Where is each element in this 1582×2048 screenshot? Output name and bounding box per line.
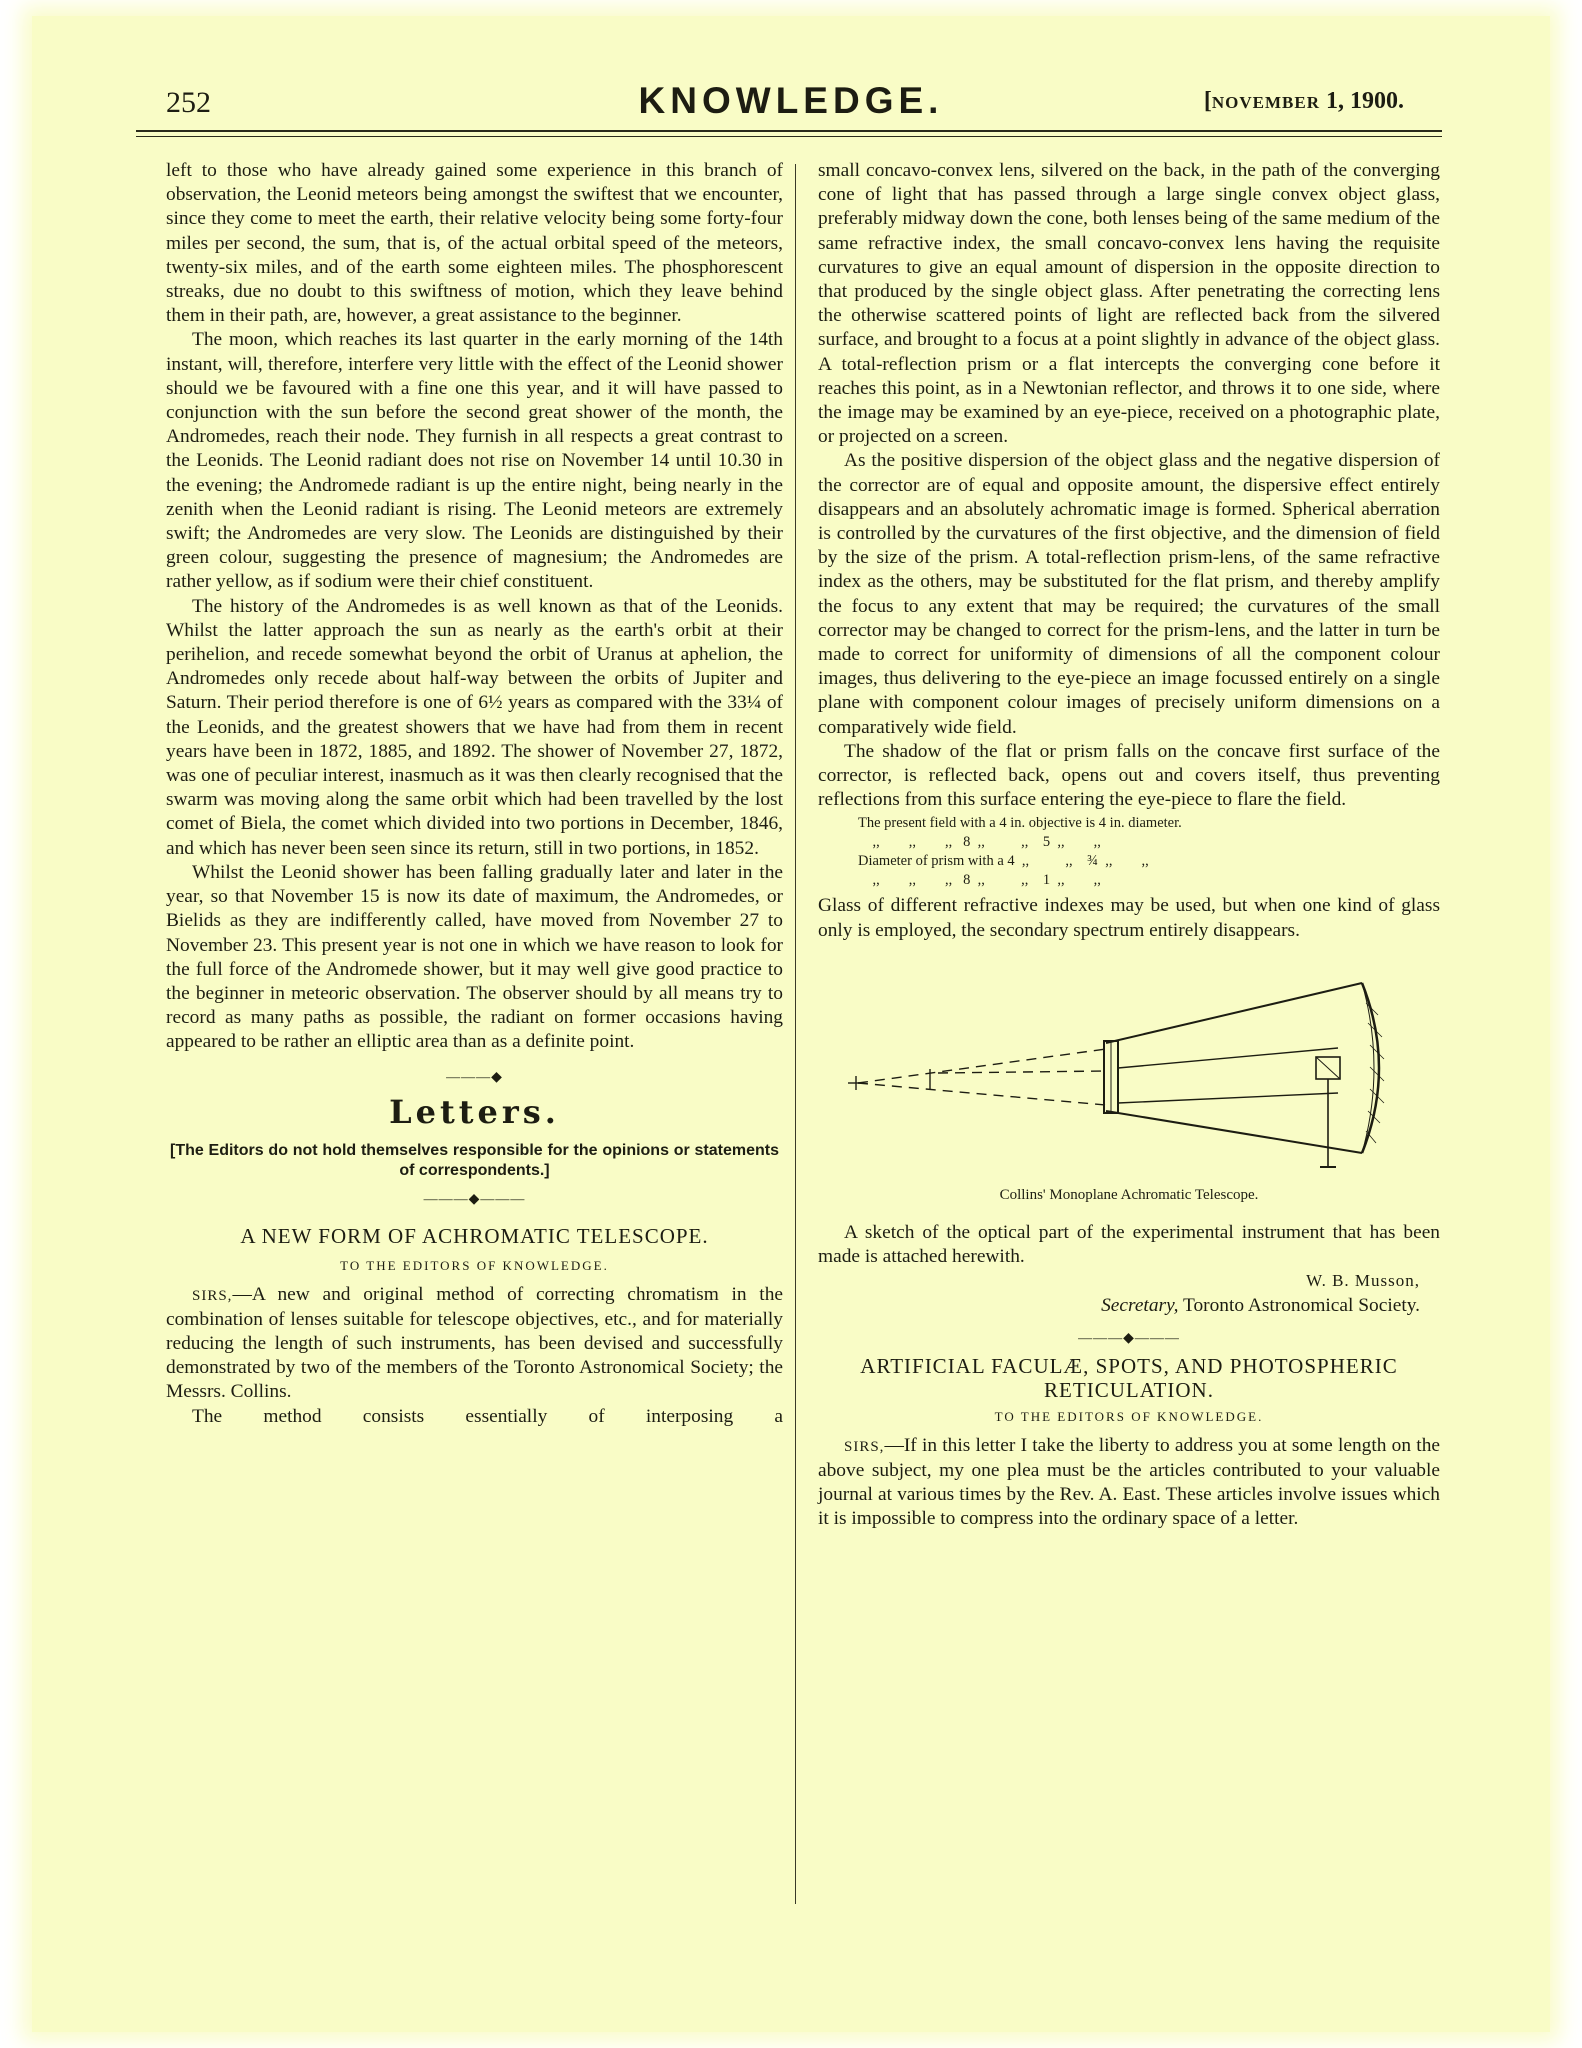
- column-divider: [795, 164, 796, 1904]
- letter-paragraph: SIRS,—If in this letter I take the liberty to address you at some length on the above subject, my one plea must be the articles contributed to your valuable journal at various times by the Rev. A. East. These articles involve issues which it is impossible to compress into the ordinary space of a letter.: [818, 1434, 1440, 1530]
- editors-disclaimer: [The Editors do not hold themselves responsible for the opinions or statements of correspondents.]: [170, 1141, 779, 1179]
- header-rule: [136, 130, 1442, 132]
- addressee-line: TO THE EDITORS OF KNOWLEDGE.: [994, 1408, 1264, 1424]
- object-glass-inner: [1362, 983, 1374, 1153]
- ornament-divider: ———◆———: [1078, 1330, 1180, 1346]
- letter-paragraph: The method consists essentially of interposing a: [192, 1405, 783, 1427]
- telescope-diagram-svg: [818, 953, 1440, 1183]
- table-row: ,, ,, ,, 8 ,, ,, 1 ,, ,,: [858, 872, 1101, 889]
- figure-caption: Collins' Monoplane Achromatic Telescope.: [999, 1186, 1259, 1203]
- addressee-line: TO THE EDITORS OF KNOWLEDGE.: [340, 1257, 609, 1273]
- salutation: SIRS,: [192, 1287, 233, 1304]
- right-column: [818, 159, 1440, 1532]
- left-column: [166, 159, 783, 1429]
- table-row: ,, ,, ,, 8 ,, ,, 5 ,, ,,: [858, 834, 1101, 851]
- issue-month: NOVEMBER: [1211, 93, 1320, 112]
- paragraph: The shadow of the flat or prism falls on the concave first surface of the corrector, is reflected back, opens out and covers itself, thus preventing reflections from this surface entering the eye-piece to flare the field.: [818, 740, 1440, 811]
- field-dimensions-table: [858, 814, 1440, 890]
- tube-lower-edge: [1106, 1111, 1362, 1153]
- signature-name: W. B. Musson,: [1306, 1271, 1420, 1291]
- paragraph: As the positive dispersion of the object glass and the negative dispersion of the corrector are of equal and opposite amount, the dispersive effect entirely disappears and an absolutely achromatic image is formed. Spherical aberration is controlled by the curvatures of the first objective, and the dimension of field by the size of the prism. A total-reflection prism-lens, of the same refractive index as the others, may be substituted for the flat prism, and thereby amplify the focus to any extent that may be required; the curvatures of the small corrector may be changed to correct for the prism-lens, and the latter in turn be made to correct for uniformity of dimensions of all the component colour images, thus delivering to the eye-piece an image focussed entirely on a single plane with component colour images of precisely uniform dimensions on a comparatively wide field.: [818, 450, 1440, 738]
- article-title: ARTIFICIAL FACULÆ, SPOTS, AND PHOTOSPHERIC RETICULATION.: [860, 1353, 1398, 1402]
- issue-date: [NOVEMBER 1, 1900.: [1203, 88, 1404, 114]
- signature-title: Secretary, Toronto Astronomical Society.: [1101, 1294, 1420, 1316]
- ornament-divider: ———◆———: [423, 1191, 526, 1207]
- tube-upper-edge: [1106, 983, 1362, 1043]
- light-ray-lower: [1118, 1093, 1338, 1103]
- page-number: 252: [166, 86, 211, 119]
- paragraph: Whilst the Leonid shower has been falling gradually later and later in the year, so that November 15 is now its date of maximum, the Andromedes, or Bielids as they are indifferently called, have moved from November 27 to November 23. This present year is not one in which we have reason to look for the full force of the Andromede shower, but it may well give good practice to the beginner in meteoric observation. The observer should by all means try to record as many paths as possible, the radiant on former occasions having appeared to be rather an elliptic area than as a definite point.: [166, 861, 783, 1053]
- salutation: SIRS,: [844, 1438, 885, 1455]
- table-row: The present field with a 4 in. objective is 4 in. diameter.: [858, 815, 1182, 832]
- page-sheet: [32, 16, 1550, 2032]
- section-heading-letters: Letters.: [389, 1092, 560, 1131]
- ornament-divider: ———◆: [446, 1069, 503, 1085]
- table-row: Diameter of prism with a 4 ,, ,, ¾ ,, ,,: [858, 853, 1149, 870]
- letter-paragraph: SIRS,—A new and original method of correcting chromatism in the combination of lenses suitable for telescope objectives, etc., and for materially reducing the length of such instruments, has been devised and successfully demonstrated by two of the members of the Toronto Astronomical Society; the Messrs. Collins.: [166, 1283, 783, 1403]
- paragraph: small concavo-convex lens, silvered on the back, in the path of the converging cone of light that has passed through a large single convex object glass, preferably midway down the cone, both lenses being of the same medium of the same refractive index, the small concavo-convex lens having the requisite curvatures to give an equal amount of dispersion in the opposite direction to that produced by the single object glass. After penetrating the correcting lens the otherwise scattered points of light are reflected back from the silvered surface, and brought to a focus at a point slightly in advance of the object glass. A total-reflection prism or a flat intercepts the converging cone before it reaches this point, as in a Newtonian reflector, and throws it to one side, where the image may be examined by an eye-piece, received on a photographic plate, or projected on a screen.: [818, 160, 1440, 448]
- paragraph: left to those who have already gained some experience in this branch of observation, the Leonid meteors being amongst the swiftest that we encounter, since they come to meet the earth, their relative velocity being some forty-four miles per second, the sum, that is, of the actual orbital speed of the meteors, twenty-six miles, and of the earth some eighteen miles. The phosphorescent streaks, due no doubt to this swiftness of motion, which they leave behind them in their path, are, however, a great assistance to the beginner.: [166, 160, 783, 327]
- paragraph: Glass of different refractive indexes may be used, but when one kind of glass only is employed, the secondary spectrum entirely disappears.: [818, 895, 1440, 941]
- light-ray-upper: [1118, 1048, 1338, 1068]
- article-title: A NEW FORM OF ACHROMATIC TELESCOPE.: [240, 1223, 709, 1248]
- paragraph: A sketch of the optical part of the experimental instrument that has been made is attached herewith.: [818, 1221, 1440, 1268]
- telescope-diagram: [818, 953, 1440, 1183]
- journal-title: KNOWLEDGE.: [638, 80, 944, 121]
- header-rule-thin: [136, 136, 1442, 137]
- paragraph: The moon, which reaches its last quarter in the early morning of the 14th instant, will, therefore, interfere very little with the effect of the Leonid shower should we be favoured with a fine one this year, and it will have passed to conjunction with the sun before the second great shower of the month, the Andromedes, reach their node. They furnish in all respects a great contrast to the Leonids. The Leonid radiant does not rise on November 14 until 10.30 in the evening; the Andromede radiant is up the entire night, being nearly in the zenith when the Leonid radiant is rising. The Leonid meteors are extremely swift; the Andromedes are very slow. The Leonids are distinguished by their green colour, suggesting the presence of magnesium; the Andromedes are rather yellow, as if sodium were their chief constituent.: [166, 329, 783, 593]
- paragraph: The history of the Andromedes is as well known as that of the Leonids. Whilst the latter approach the sun as nearly as the earth's orbit at their perihelion, and recede somewhat beyond the orbit of Uranus at aphelion, the Andromedes only recede about half-way between the orbits of Jupiter and Saturn. Their period therefore is one of 6½ years as compared with the 33¼ of the Leonids, and the greatest showers that we have had from them in recent years have been in 1872, 1885, and 1892. The shower of November 27, 1872, was one of peculiar interest, inasmuch as it was then clearly recognised that the swarm was moving along the same orbit which had been travelled by the lost comet of Biela, the comet which divided into two portions in December, 1846, and which has never been seen since its return, still in two portions, in 1852.: [166, 595, 783, 859]
